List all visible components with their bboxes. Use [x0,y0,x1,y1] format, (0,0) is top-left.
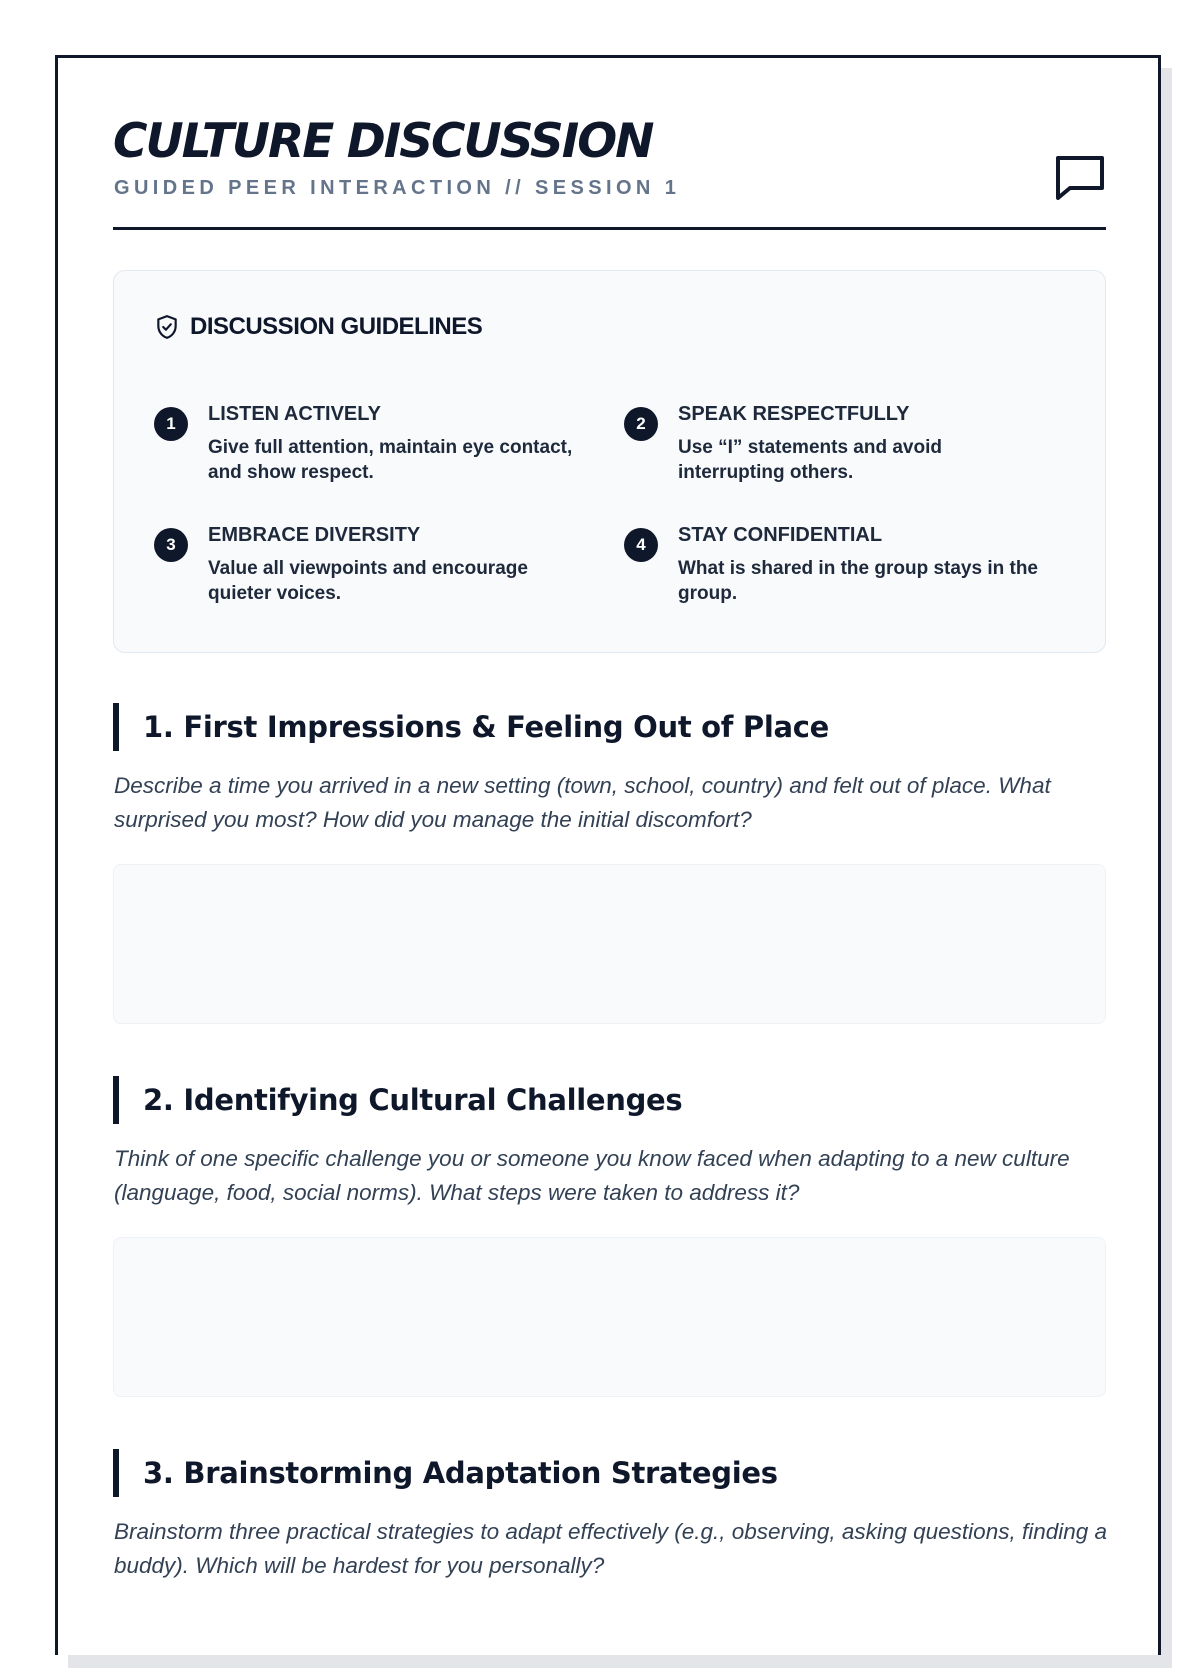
section-2-title: 2. Identifying Cultural Challenges [113,1076,682,1124]
section-3-prompt: Brainstorm three practical strategies to adapt effectively (e.g., observing, asking questions, finding a buddy). Which will be hardest for you personally? [114,1519,1108,1578]
section-2-answer-field[interactable] [113,1237,1106,1397]
page-title: CULTURE DISCUSSION [113,114,653,169]
rule-title: SPEAK RESPECTFULLY [678,403,910,425]
section-1-title: 1. First Impressions & Feeling Out of Place [113,703,829,751]
guidelines-heading [154,313,482,341]
rule-number-badge: 3 [154,528,188,562]
rule-number-badge: 4 [624,528,658,562]
guidelines-title: DISCUSSION GUIDELINES [190,313,483,340]
guideline-rule-4 [624,524,1054,614]
worksheet-card [55,55,1161,1655]
section-1-prompt: Describe a time you arrived in a new setting (town, school, country) and felt out of place. What surprised you most? How did you manage the initial discomfort? [114,773,1051,832]
rule-description: What is shared in the group stays in the group. [678,558,1038,604]
guideline-rule-3 [154,524,584,614]
rule-description: Give full attention, maintain eye contact, and show respect. [208,437,573,483]
rule-title: STAY CONFIDENTIAL [678,524,883,546]
chat-bubble-icon [1054,152,1106,204]
rule-number-badge: 1 [154,407,188,441]
discussion-guidelines-panel [113,270,1106,653]
section-1-answer-field[interactable] [113,864,1106,1024]
worksheet-header [113,114,1106,230]
rule-number-badge: 2 [624,407,658,441]
rule-title: LISTEN ACTIVELY [208,403,381,425]
section-3-title: 3. Brainstorming Adaptation Strategies [113,1449,778,1497]
shield-check-icon [154,314,180,340]
rule-description: Use “I” statements and avoid interrupting others. [678,437,942,483]
guideline-rule-1 [154,403,584,493]
guideline-rule-2 [624,403,1054,493]
rule-description: Value all viewpoints and encourage quieter voices. [208,558,528,604]
page-subtitle: GUIDED PEER INTERACTION // SESSION 1 [114,177,681,199]
section-2-prompt: Think of one specific challenge you or someone you know faced when adapting to a new culture (language, food, social norms). What steps were taken to address it? [114,1146,1070,1205]
rule-title: EMBRACE DIVERSITY [208,524,421,546]
